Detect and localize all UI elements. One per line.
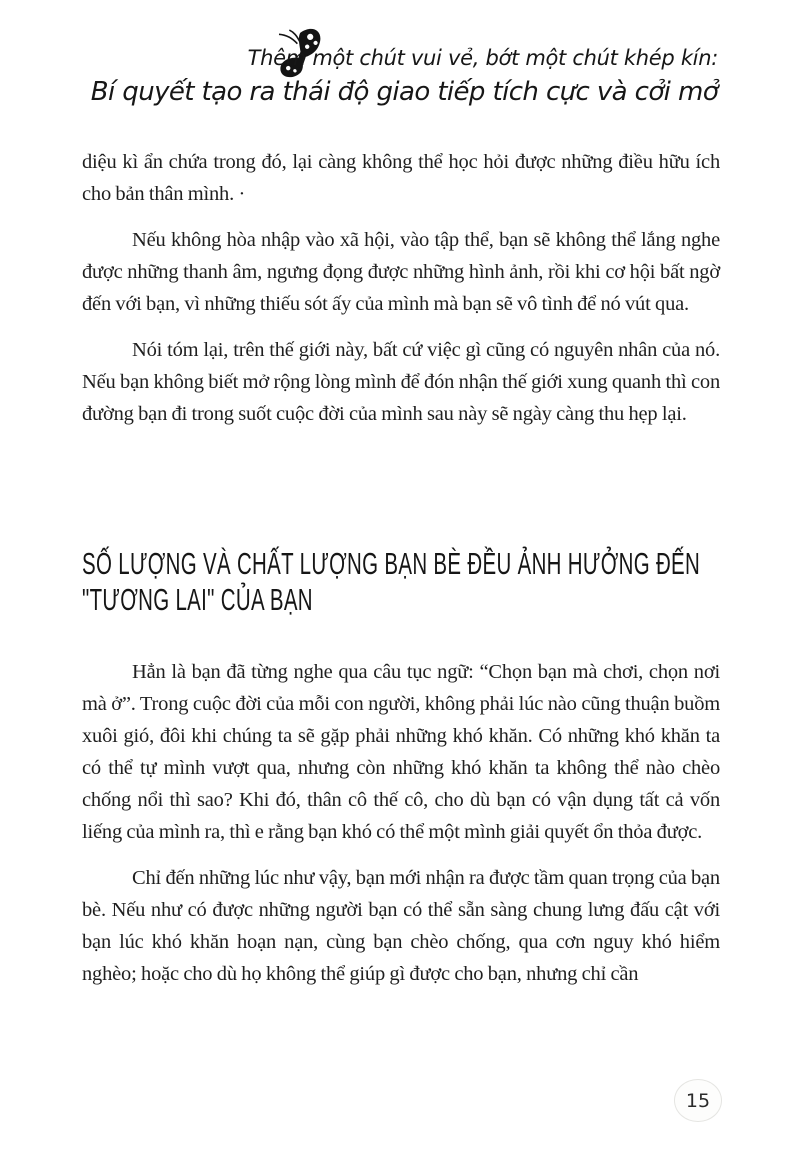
page-body bbox=[82, 146, 720, 1004]
section-heading-line-1 bbox=[82, 546, 720, 582]
section-heading-line-2 bbox=[82, 582, 720, 618]
running-header-line-1: Thêm một chút vui vẻ, bớt một chút khép kín: bbox=[247, 46, 718, 70]
running-header-line-2: Bí quyết tạo ra thái độ giao tiếp tích cực và cởi mở bbox=[90, 77, 718, 107]
paragraph: Nếu không hòa nhập vào xã hội, vào tập thể, bạn sẽ không thể lắng nghe được những thanh âm, ngưng đọng được những hình ảnh, rồi khi cơ hội bất ngờ đến với bạn, vì những thiếu sót ấy của mình mà bạn sẽ vô tình để nó vút qua. bbox=[82, 229, 720, 315]
page-number-badge bbox=[674, 1079, 722, 1122]
running-header bbox=[80, 42, 718, 110]
section-heading bbox=[82, 546, 720, 618]
page-number: 15 bbox=[685, 1089, 711, 1112]
paragraph: Nói tóm lại, trên thế giới này, bất cứ việc gì cũng có nguyên nhân của nó. Nếu bạn không biết mở rộng lòng mình để đón nhận thế giới xung quanh thì con đường bạn đi trong suốt cuộc đời của mình sau này sẽ ngày càng thu hẹp lại. bbox=[82, 339, 720, 425]
section-heading-text-1: SỐ LƯỢNG VÀ CHẤT LƯỢNG BẠN BÈ ĐỀU ẢNH HƯỞNG ĐẾN bbox=[82, 546, 701, 581]
paragraph: diệu kì ẩn chứa trong đó, lại càng không thể học hỏi được những điều hữu ích cho bản thân mình. · bbox=[82, 151, 720, 205]
section-heading-text-2: "TƯƠNG LAI" CỦA BẠN bbox=[82, 582, 313, 617]
paragraph: Hẳn là bạn đã từng nghe qua câu tục ngữ: “Chọn bạn mà chơi, chọn nơi mà ở”. Trong cuộc đời của mỗi con người, không phải lúc nào cũng thuận buồm xuôi gió, đôi khi chúng ta sẽ gặp phải những khó khăn. Có những khó khăn ta có thể tự mình vượt qua, nhưng còn những khó khăn ta không thể nào chèo chống nổi thì sao? Khi đó, thân cô thế cô, cho dù bạn có vận dụng tất cả vốn liếng của mình ra, thì e rằng bạn khó có thể một mình giải quyết ổn thỏa được. bbox=[82, 661, 720, 843]
paragraph: Chỉ đến những lúc như vậy, bạn mới nhận ra được tầm quan trọng của bạn bè. Nếu như có được những người bạn có thể sẵn sàng chung lưng đấu cật với bạn lúc khó khăn hoạn nạn, cùng bạn chèo chống, qua cơn nguy khó hiểm nghèo; hoặc cho dù họ không thể giúp gì được cho bạn, nhưng chỉ cần bbox=[82, 867, 720, 985]
